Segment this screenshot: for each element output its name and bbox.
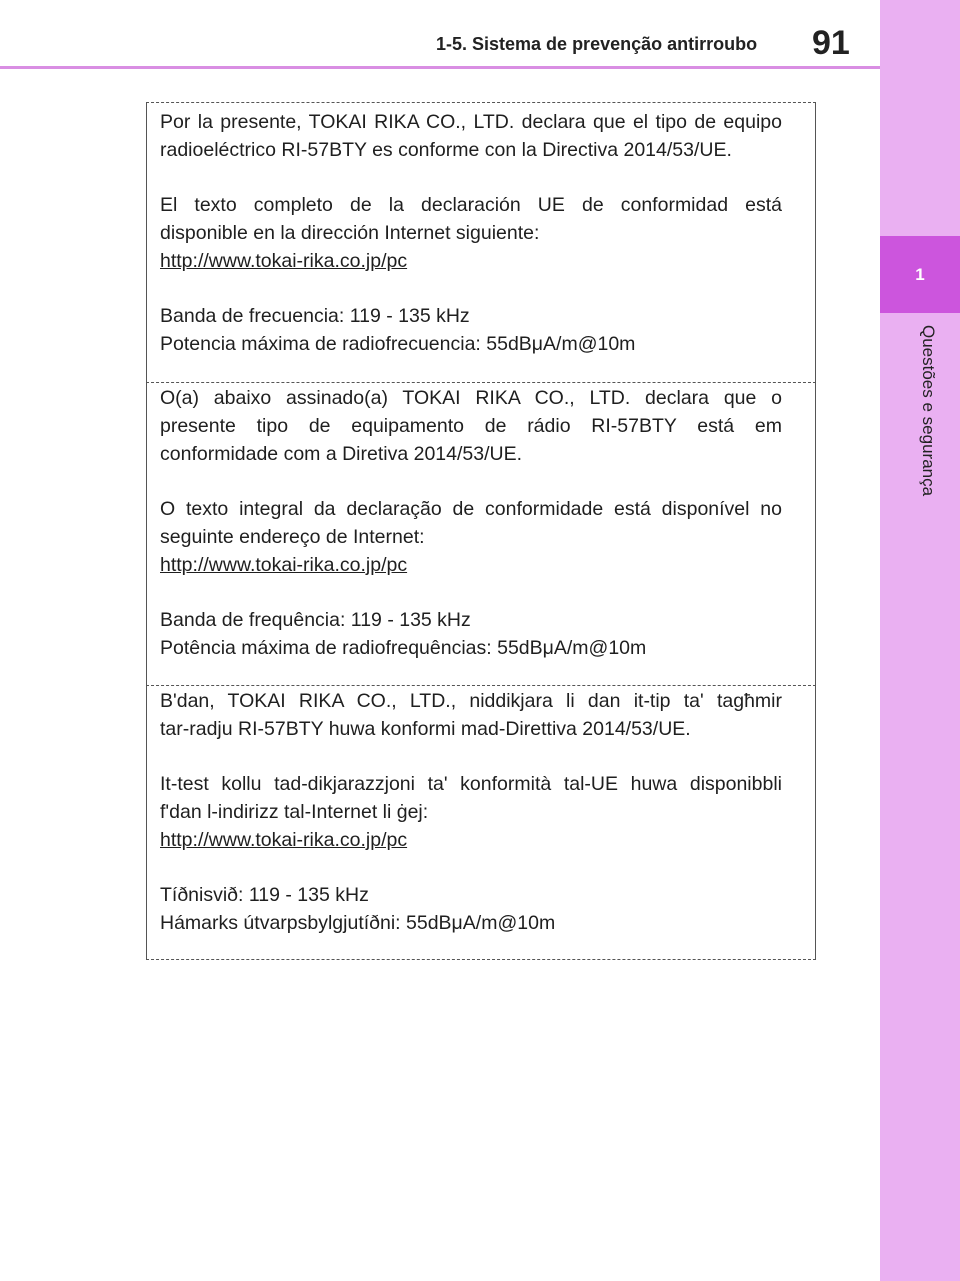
declaration-maltese bbox=[160, 687, 782, 937]
declaration-line: radioeléctrico RI-57BTY es conforme con la Directiva 2014/53/UE. bbox=[160, 139, 732, 161]
section-divider bbox=[146, 685, 816, 686]
website-link[interactable]: http://www.tokai-rika.co.jp/pc bbox=[160, 250, 408, 272]
declaration-line: presente tipo de equipamento de rádio RI-57BTY está em bbox=[160, 415, 782, 437]
max-power: Potencia máxima de radiofrecuencia: 55dBμA/m@10m bbox=[160, 333, 636, 355]
section-divider bbox=[146, 382, 816, 383]
header-divider bbox=[0, 66, 880, 69]
declaration-portuguese bbox=[160, 384, 782, 662]
declaration-line: O texto integral da declaração de conformidade está disponível no bbox=[160, 498, 782, 520]
declaration-line: It-test kollu tad-dikjarazzjoni ta' konformità tal-UE huwa disponibbli bbox=[160, 773, 782, 795]
chapter-number-tab[interactable]: 1 bbox=[880, 236, 960, 313]
website-link[interactable]: http://www.tokai-rika.co.jp/pc bbox=[160, 829, 408, 851]
declaration-line: disponible en la dirección Internet siguiente: bbox=[160, 222, 540, 244]
website-link[interactable]: http://www.tokai-rika.co.jp/pc bbox=[160, 554, 408, 576]
declaration-line: O(a) abaixo assinado(a) TOKAI RIKA CO., LTD. declara que o bbox=[160, 387, 782, 409]
chapter-title: Questões e segurança bbox=[919, 325, 938, 497]
max-power: Potência máxima de radiofrequências: 55dBμA/m@10m bbox=[160, 637, 647, 659]
declaration-spanish bbox=[160, 108, 782, 358]
page-number: 91 bbox=[812, 24, 850, 62]
chapter-sidebar bbox=[880, 0, 960, 1281]
frequency-band: Banda de frecuencia: 119 - 135 kHz bbox=[160, 305, 470, 327]
frequency-band: Tíðnisvið: 119 - 135 kHz bbox=[160, 884, 369, 906]
frequency-band: Banda de frequência: 119 - 135 kHz bbox=[160, 609, 471, 631]
declaration-line: El texto completo de la declaración UE de conformidad está bbox=[160, 194, 782, 216]
declaration-line: seguinte endereço de Internet: bbox=[160, 526, 425, 548]
section-title: 1-5. Sistema de prevenção antirroubo bbox=[436, 34, 758, 54]
declaration-line: Por la presente, TOKAI RIKA CO., LTD. declara que el tipo de equipo bbox=[160, 111, 782, 133]
box-bottom-border bbox=[146, 959, 816, 960]
declaration-line: tar-radju RI-57BTY huwa konformi mad-Direttiva 2014/53/UE. bbox=[160, 718, 691, 740]
declaration-line: f'dan l-indirizz tal-Internet li ġej: bbox=[160, 801, 429, 823]
declaration-line: conformidade com a Diretiva 2014/53/UE. bbox=[160, 443, 523, 465]
box-top-border bbox=[146, 102, 816, 103]
max-power: Hámarks útvarpsbylgjutíðni: 55dBμA/m@10m bbox=[160, 912, 556, 934]
declaration-line: B'dan, TOKAI RIKA CO., LTD., niddikjara li dan it-tip ta' tagħmir bbox=[160, 690, 782, 712]
